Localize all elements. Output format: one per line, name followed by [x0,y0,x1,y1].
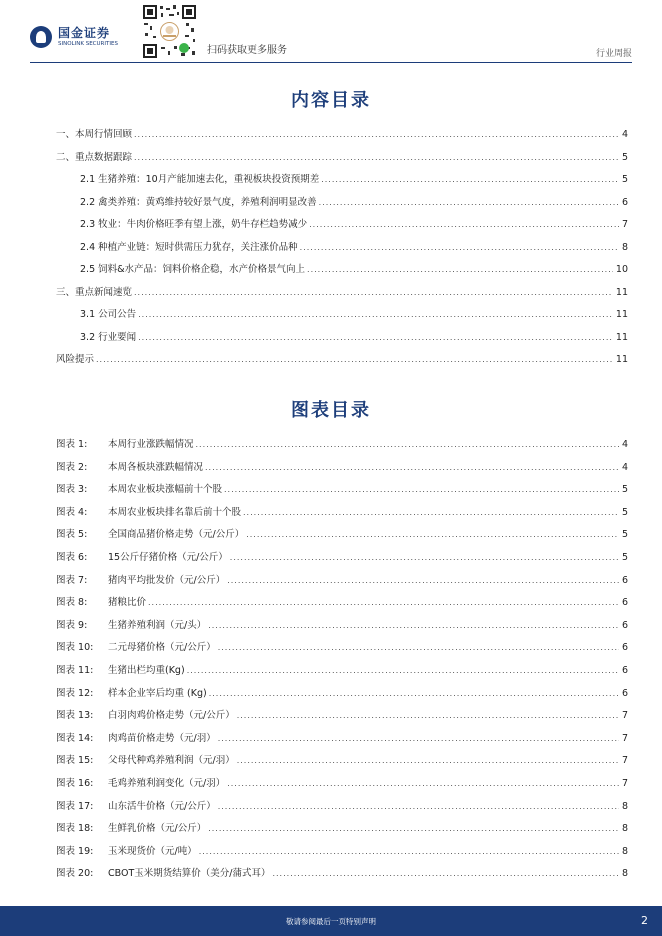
figure-label: 本周农业板块涨幅前十个股 [108,484,223,496]
leader-dots [196,440,619,449]
page-number: 2 [641,914,648,927]
leader-dots [307,265,613,274]
figure-label: 15公斤仔猪价格（元/公斤） [108,552,228,563]
toc-item-page: 11 [615,331,628,343]
toc-item-page: 11 [615,309,628,320]
figure-page: 5 [621,529,628,541]
leader-dots [209,689,619,698]
figure-page: 6 [621,597,628,609]
toc-item-page: 11 [615,286,628,298]
leader-dots [227,576,619,585]
figure-item[interactable] [56,549,628,563]
figure-tag: 图表 7: [56,574,88,586]
figure-item[interactable] [56,662,628,676]
toc-item-label: 3.2 行业要闻 [80,331,137,343]
leader-dots [148,598,619,607]
figure-tag: 图表 13: [56,710,94,722]
figure-tag: 图表 16: [56,778,94,789]
figure-label: 样本企业宰后均重 (Kg) [108,687,207,699]
footer-disclaimer: 敬请参阅最后一页特别声明 [286,917,376,926]
toc-item[interactable] [56,149,628,163]
figure-item[interactable] [56,526,628,540]
figure-label: 本周各板块涨跌幅情况 [108,461,204,473]
toc-item-label: 2.4 种植产业链：短时供需压力犹存，关注涨价品种 [80,241,298,253]
leader-dots [138,333,613,342]
toc-item-page: 8 [621,241,628,253]
figure-item[interactable] [56,572,628,586]
figure-page: 4 [621,461,628,473]
figure-label: 猪肉平均批发价（元/公斤） [108,574,226,586]
toc-title: 内容目录 [291,90,371,111]
leader-dots [205,463,619,472]
figure-item[interactable] [56,798,628,812]
figure-item[interactable] [56,481,628,495]
figure-page: 7 [621,710,628,722]
document-type: 行业周报 [595,49,632,59]
figure-page: 8 [621,800,628,812]
toc-item-page: 7 [621,219,628,230]
figure-label: 全国商品猪价格走势（元/公斤） [108,529,245,541]
toc-item[interactable] [56,171,628,185]
figure-tag: 图表 14: [56,732,94,744]
figure-label: 猪粮比价 [108,597,147,609]
figure-tag: 图表 2: [56,461,88,473]
toc-item-label: 一、本周行情回顾 [56,129,133,140]
figure-item[interactable] [56,617,628,631]
figure-label: 毛鸡养殖利润变化（元/羽） [108,778,226,789]
toc-item-label: 三、重点新闻速览 [56,286,133,298]
leader-dots [208,621,619,630]
toc-item[interactable] [56,126,628,140]
figure-page: 8 [621,823,628,835]
figure-page: 6 [621,665,628,676]
figure-item[interactable] [56,865,628,879]
figures-title: 图表目录 [291,400,371,421]
figure-item[interactable] [56,639,628,653]
figure-page: 5 [621,506,628,518]
leader-dots [237,711,619,720]
leader-dots [187,666,619,675]
figure-page: 6 [621,619,628,631]
figure-label: 白羽肉鸡价格走势（元/公斤） [108,710,235,722]
figure-tag: 图表 8: [56,597,88,609]
figure-label: 肉鸡苗价格走势（元/羽） [108,732,216,744]
figure-item[interactable] [56,707,628,721]
toc-item-page: 4 [621,129,628,140]
header-divider [30,62,632,63]
figure-tag: 图表 6: [56,552,88,563]
toc-item-label: 3.1 公司公告 [80,309,137,320]
figure-label: 生鲜乳价格（元/公斤） [108,823,207,835]
page-header [0,0,662,64]
figure-item[interactable] [56,843,628,857]
figure-item[interactable] [56,752,628,766]
toc-item[interactable] [56,329,628,343]
toc-item-label: 2.3 牧业：牛肉价格旺季有望上涨，奶牛存栏趋势减少 [80,219,308,230]
toc-item[interactable] [56,261,628,275]
figure-tag: 图表 4: [56,506,88,518]
leader-dots [237,756,619,765]
toc-item[interactable] [56,194,628,208]
toc-item-page: 6 [621,196,628,208]
leader-dots [224,485,619,494]
figure-page: 5 [621,552,628,563]
leader-dots [243,508,619,517]
qr-caption: 扫码获取更多服务 [207,45,287,56]
figure-label: 本周农业板块排名靠后前十个股 [108,506,242,518]
leader-dots [218,643,619,652]
brand-name-en: SINOLINK SECURITIES [58,41,118,47]
toc-item[interactable] [56,239,628,253]
figure-page: 6 [621,687,628,699]
leader-dots [199,847,619,856]
figure-tag: 图表 19: [56,845,94,857]
figure-label: 生猪养殖利润（元/头） [108,619,207,631]
leader-dots [208,824,619,833]
toc-item[interactable] [56,284,628,298]
leader-dots [246,530,619,539]
leader-dots [134,153,619,162]
page-footer [0,906,662,936]
leader-dots [321,175,619,184]
figure-item[interactable] [56,594,628,608]
figure-tag: 图表 20: [56,868,94,880]
leader-dots [319,198,619,207]
leader-dots [96,355,613,364]
leader-dots [227,779,619,788]
figure-item[interactable] [56,685,628,699]
figure-item[interactable] [56,730,628,744]
leader-dots [300,243,619,252]
leader-dots [134,288,613,297]
figure-item[interactable] [56,820,628,834]
figure-item[interactable] [56,459,628,473]
figure-label: 父母代种鸡养殖利润（元/羽） [108,755,235,767]
leader-dots [309,220,619,229]
figure-page: 7 [621,732,628,744]
figure-tag: 图表 9: [56,619,88,631]
toc-item-label: 2.5 饲料&水产品：饲料价格企稳，水产价格景气向上 [80,264,306,275]
figure-label: 玉米现货价（元/吨） [108,845,197,857]
toc-item-label: 二、重点数据跟踪 [56,151,133,163]
leader-dots [138,310,613,319]
figure-tag: 图表 17: [56,800,94,812]
toc-item-label: 2.2 禽类养殖：黄鸡维持较好景气度，养殖利润明显改善 [80,196,317,208]
figure-item[interactable] [56,504,628,518]
leader-dots [218,802,619,811]
leader-dots [134,130,619,139]
toc-item[interactable] [56,216,628,230]
leader-dots [272,869,618,878]
figure-tag: 图表 10: [56,642,94,654]
figure-label: 生猪出栏均重(Kg) [108,665,185,676]
figure-page: 8 [621,868,628,880]
figure-label: 山东活牛价格（元/公斤） [108,800,216,812]
brand-logo-icon [30,26,52,48]
figure-tag: 图表 18: [56,823,94,835]
figure-label: CBOT玉米期货结算价（美分/蒲式耳） [108,868,271,880]
brand-name-cn: 国金证券 [58,26,111,40]
figure-tag: 图表 3: [56,484,88,496]
figure-page: 7 [621,778,628,789]
leader-dots [230,553,619,562]
figure-tag: 图表 12: [56,687,94,699]
figure-tag: 图表 11: [56,665,94,676]
toc-item-page: 10 [615,264,628,275]
qr-code-icon [141,3,198,60]
toc-item-label: 风险提示 [56,354,95,365]
figure-label: 二元母猪价格（元/公斤） [108,642,216,654]
figure-page: 5 [621,484,628,496]
figure-tag: 图表 1: [56,439,88,450]
figure-item[interactable] [56,775,628,789]
figure-tag: 图表 15: [56,755,94,767]
figure-page: 6 [621,642,628,654]
toc-item[interactable] [56,306,628,320]
figure-page: 4 [621,439,628,450]
figure-page: 6 [621,574,628,586]
toc-item-page: 5 [621,151,628,163]
figure-label: 本周行业涨跌幅情况 [108,439,194,450]
toc-item-label: 2.1 生猪养殖：10月产能加速去化，重视板块投资预期差 [80,174,320,185]
figure-page: 7 [621,755,628,767]
leader-dots [218,734,619,743]
toc-item-page: 5 [621,174,628,185]
figure-item[interactable] [56,436,628,450]
figure-tag: 图表 5: [56,529,88,541]
toc-item-page: 11 [615,354,628,365]
figure-page: 8 [621,845,628,857]
toc-item[interactable] [56,351,628,365]
